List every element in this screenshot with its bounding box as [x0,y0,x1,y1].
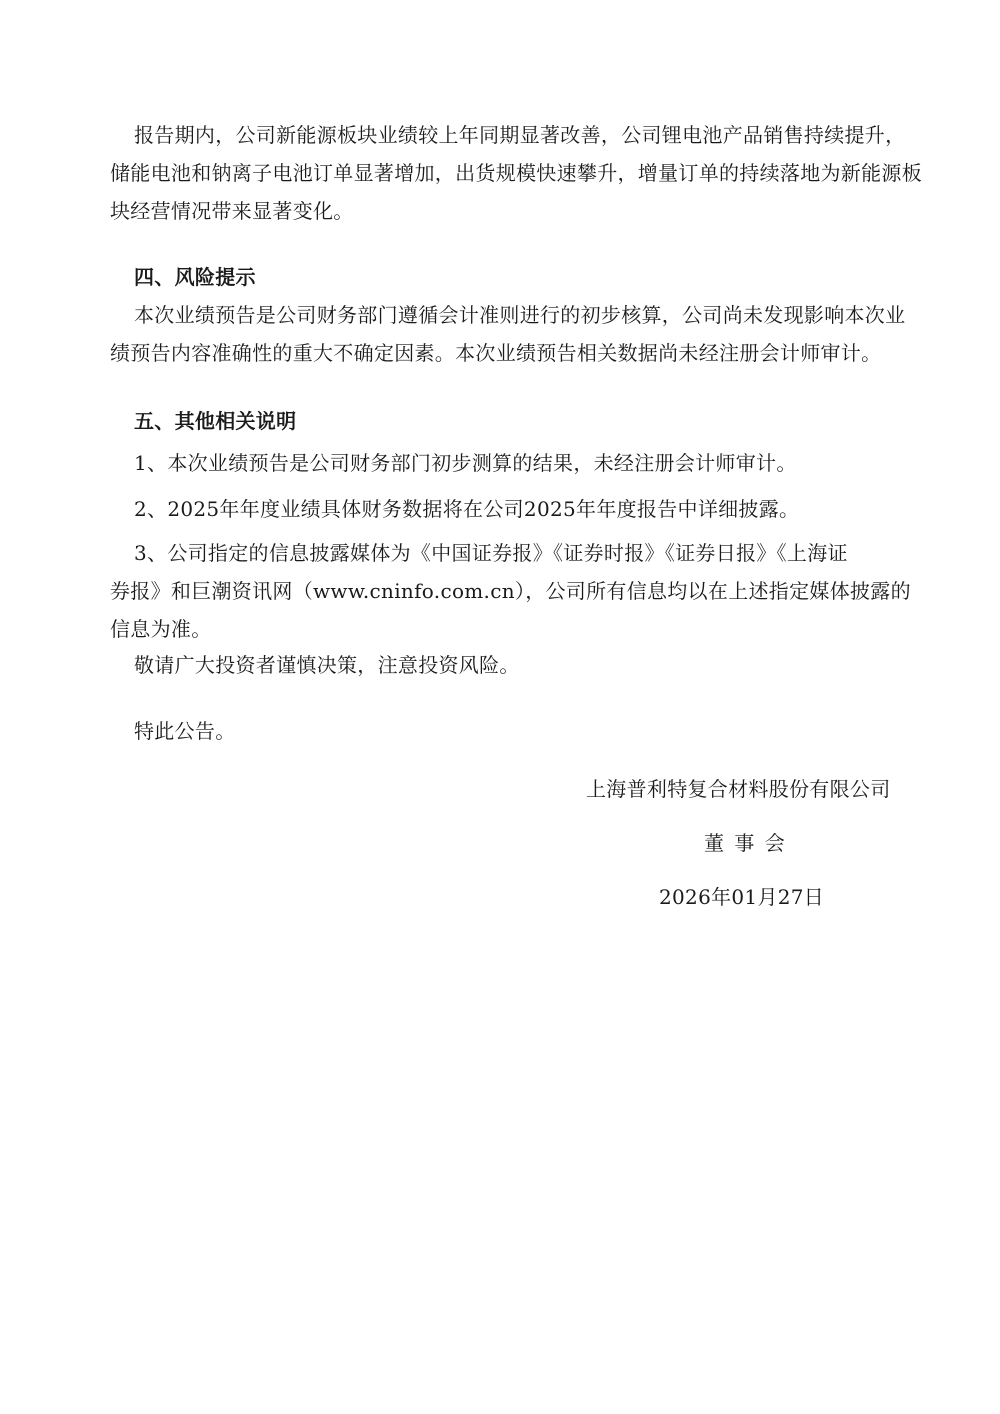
signature-date: 2026年01月27日 [659,885,825,909]
list-item-line: 信息为准。 [110,617,212,641]
section5 [134,402,894,440]
paragraph-line: 报告期内，公司新能源板块业绩较上年同期显著改善，公司锂电池产品销售持续提升， [134,123,906,147]
section3-paragraph [110,116,922,230]
signature-company: 上海普利特复合材料股份有限公司 [586,777,891,801]
section5-item1 [134,444,894,482]
list-item: 1、本次业绩预告是公司财务部门初步测算的结果，未经注册会计师审计。 [134,451,797,475]
list-item-line: 券报》和巨潮资讯网（www.cninfo.com.cn），公司所有信息均以在上述指定媒体披露的 [110,579,911,603]
paragraph-line: 储能电池和钠离子电池订单显著增加，出货规模快速攀升，增量订单的持续落地为新能源板 [110,161,922,185]
section4 [110,258,906,372]
paragraph-line: 本次业绩预告是公司财务部门遵循会计准则进行的初步核算，公司尚未发现影响本次业 [134,303,906,327]
section-heading: 五、其他相关说明 [134,409,297,433]
list-item: 2、2025年年度业绩具体财务数据将在公司2025年年度报告中详细披露。 [134,497,800,521]
paragraph-line: 块经营情况带来显著变化。 [110,199,354,223]
caution-text: 敬请广大投资者谨慎决策，注意投资风险。 [134,653,520,677]
caution-note [134,646,894,684]
paragraph-line: 绩预告内容准确性的重大不确定因素。本次业绩预告相关数据尚未经注册会计师审计。 [110,341,882,365]
closing-statement [134,712,894,750]
signature-board: 董 事 会 [704,831,787,855]
section5-item2 [134,490,894,528]
section-heading: 四、风险提示 [134,265,256,289]
section5-item3 [110,534,911,648]
list-item: 3、公司指定的信息披露媒体为《中国证券报》《证券时报》《证券日报》《上海证 [134,541,848,565]
closing-text: 特此公告。 [134,719,236,743]
